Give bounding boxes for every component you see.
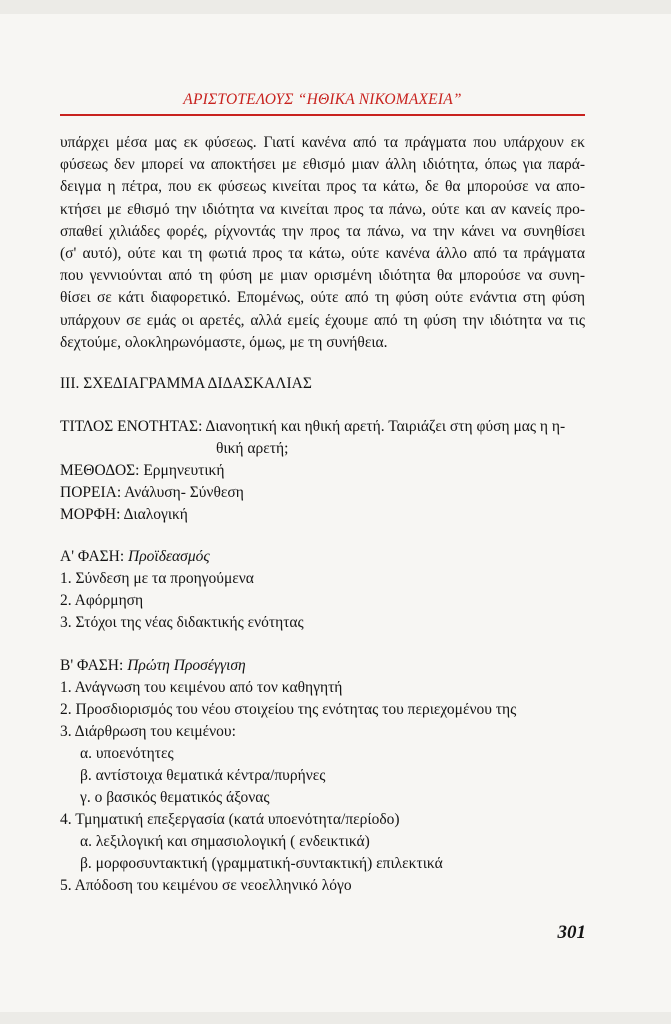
intro-line: υπάρχει μέσα μας εκ φύσεως. Γιατί κανένα από τα πράγματα που υπάρχουν εκ [60,134,585,151]
phase-a-heading [60,546,210,568]
section-heading: ΙΙΙ. ΣΧΕΔΙΑΓΡΑΜΜΑ ΔΙΔΑΣΚΑΛΙΑΣ [60,375,312,392]
unit-course: ΠΟΡΕΙΑ: Ανάλυση- Σύνθεση [60,484,244,501]
phase-b-subitem: β. μορφοσυντακτική (γραμματική-συντακτική) επιλεκτικά [80,855,443,872]
intro-paragraph [60,132,585,354]
unit-title-continuation: θική αρετή; [216,440,289,457]
phase-a-label: Α' ΦΑΣΗ: [60,548,125,565]
unit-title [60,416,565,438]
intro-line: θίσει σε κάτι διαφορετικό. Επομένως, ούτε από τη φύση ούτε ενάντια στη φύση [60,289,585,307]
running-head-rule [60,114,585,116]
phase-a-name: Προϊδεασμός [128,548,210,565]
phase-b-item: 2. Προσδιορισμός του νέου στοιχείου της ενότητας του περιεχομένου της [60,701,517,718]
intro-line: δειγμα η πέτρα, που εκ φύσεως κινείται προς τα κάτω, δε θα μπορούσε να απο- [60,178,585,196]
intro-line: (σ' αυτό), ούτε και τη φωτιά προς τα κάτω, ούτε κανένα άλλο από τα πράγματα [60,245,585,263]
intro-line: φύσεως δεν μπορεί να αποκτήσει με εθισμό μιαν άλλη ιδιότητα, όπως για παρά- [60,156,585,174]
phase-b-item: 3. Διάρθρωση του κειμένου: [60,723,236,740]
phase-a-item: 1. Σύνδεση με τα προηγούμενα [60,570,254,587]
phase-b-item: 4. Τμηματική επεξεργασία (κατά υποενότητα/περίοδο) [60,811,400,828]
running-head: ΑΡΙΣΤΟΤΕΛΟΥΣ “ΗΘΙΚΑ ΝΙΚΟΜΑΧΕΙΑ” [183,91,462,108]
phase-b-item: 5. Απόδοση του κειμένου σε νεοελληνικό λόγο [60,877,352,894]
phase-a-item: 3. Στόχοι της νέας διδακτικής ενότητας [60,614,304,631]
scan-edge-top [0,0,671,14]
intro-line: υπάρχουν σε εμάς οι αρετές, αλλά εμείς έχουμε από τη φύση την ιδιότητα να τις [60,311,585,329]
phase-b-label: Β' ΦΑΣΗ: [60,657,124,674]
intro-line: δεχτούμε, ολοκληρωνόμαστε, όμως, με τη συνήθεια. [60,333,388,351]
intro-line: σπαθεί χιλιάδες φορές, ρίχνοντάς την προς τα πάνω, να την κάνει να συνηθίσει [60,222,585,240]
phase-b-subitem: α. υποενότητες [80,745,174,762]
phase-b-subitem: α. λεξιλογική και σημασιολογική ( ενδεικτικά) [80,833,370,850]
phase-b-heading [60,655,246,677]
unit-title-label: ΤΙΤΛΟΣ ΕΝΟΤΗΤΑΣ: [60,418,203,435]
unit-method: ΜΕΘΟΔΟΣ: Ερμηνευτική [60,462,225,479]
unit-form: ΜΟΡΦΗ: Διαλογική [60,506,188,523]
intro-line: που γεννιούνται από τη φύση με μιαν ορισμένη ιδιότητα θα μπορούσε να συνη- [60,267,585,285]
phase-b-subitem: β. αντίστοιχα θεματικά κέντρα/πυρήνες [80,767,326,784]
phase-b-name: Πρώτη Προσέγγιση [127,657,246,674]
scan-edge-bottom [0,1012,671,1024]
phase-a-item: 2. Αφόρμηση [60,592,144,609]
phase-b-item: 1. Ανάγνωση του κειμένου από τον καθηγητή [60,679,343,696]
page-number: 301 [557,922,586,943]
phase-b-subitem: γ. ο βασικός θεματικός άξονας [80,789,270,806]
unit-title-text: Διανοητική και ηθική αρετή. Ταιριάζει στη φύση μας η η- [205,418,566,435]
intro-line: κτήσει με εθισμό την ιδιότητα να κινείται προς τα πάνω, ούτε και αν κανείς προ- [60,200,585,218]
